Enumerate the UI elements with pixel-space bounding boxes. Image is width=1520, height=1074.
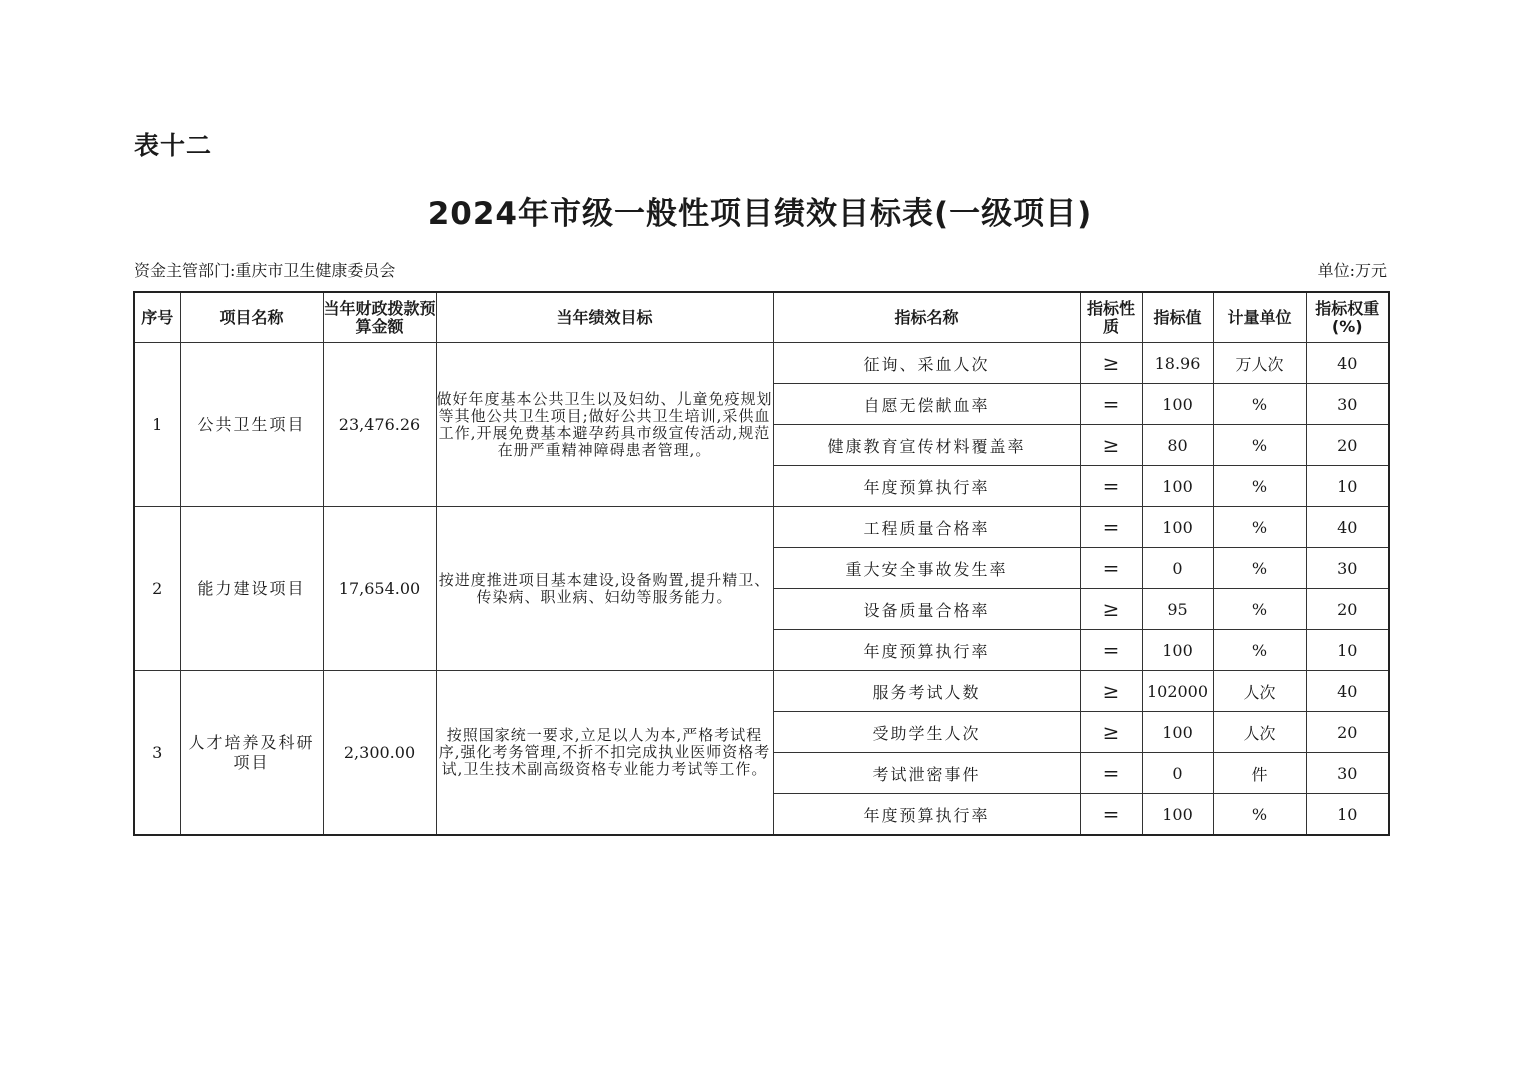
project-name: 人才培养及科研项目 xyxy=(180,671,323,836)
indicator-weight: 30 xyxy=(1306,548,1389,589)
indicator-weight: 10 xyxy=(1306,794,1389,836)
indicator-name: 自愿无偿献血率 xyxy=(773,384,1080,425)
header-weight: 指标权重(%) xyxy=(1306,292,1389,343)
indicator-value: 18.96 xyxy=(1142,343,1213,384)
indicator-unit: % xyxy=(1213,630,1306,671)
indicator-value: 100 xyxy=(1142,384,1213,425)
indicator-name: 重大安全事故发生率 xyxy=(773,548,1080,589)
indicator-unit: % xyxy=(1213,548,1306,589)
indicator-weight: 20 xyxy=(1306,425,1389,466)
indicator-value: 100 xyxy=(1142,712,1213,753)
indicator-unit: % xyxy=(1213,384,1306,425)
indicator-name: 年度预算执行率 xyxy=(773,466,1080,507)
indicator-value: 100 xyxy=(1142,630,1213,671)
project-seq: 1 xyxy=(134,343,180,507)
indicator-nature: ≥ xyxy=(1080,671,1142,712)
indicator-nature: = xyxy=(1080,384,1142,425)
indicator-weight: 40 xyxy=(1306,343,1389,384)
header-seq: 序号 xyxy=(134,292,180,343)
header-indicator: 指标名称 xyxy=(773,292,1080,343)
indicator-weight: 30 xyxy=(1306,753,1389,794)
indicator-weight: 10 xyxy=(1306,466,1389,507)
indicator-value: 0 xyxy=(1142,548,1213,589)
table-label: 表十二 xyxy=(134,131,213,160)
indicator-unit: 件 xyxy=(1213,753,1306,794)
indicator-name: 考试泄密事件 xyxy=(773,753,1080,794)
project-budget: 17,654.00 xyxy=(323,507,436,671)
indicator-name: 年度预算执行率 xyxy=(773,794,1080,836)
indicator-value: 0 xyxy=(1142,753,1213,794)
indicator-value: 102000 xyxy=(1142,671,1213,712)
indicator-weight: 10 xyxy=(1306,630,1389,671)
indicator-value: 100 xyxy=(1142,466,1213,507)
indicator-unit: % xyxy=(1213,425,1306,466)
project-goal: 做好年度基本公共卫生以及妇幼、儿童免疫规划等其他公共卫生项目;做好公共卫生培训,采供血工作,开展免费基本避孕药具市级宣传活动,规范在册严重精神障碍患者管理,。 xyxy=(436,343,773,507)
table-row xyxy=(134,507,1389,548)
indicator-unit: 人次 xyxy=(1213,671,1306,712)
indicator-unit: % xyxy=(1213,507,1306,548)
indicator-nature: = xyxy=(1080,630,1142,671)
indicator-unit: % xyxy=(1213,794,1306,836)
project-name: 公共卫生项目 xyxy=(180,343,323,507)
header-value: 指标值 xyxy=(1142,292,1213,343)
project-budget: 23,476.26 xyxy=(323,343,436,507)
project-goal: 按进度推进项目基本建设,设备购置,提升精卫、传染病、职业病、妇幼等服务能力。 xyxy=(436,507,773,671)
table-row xyxy=(134,671,1389,712)
indicator-nature: = xyxy=(1080,466,1142,507)
project-seq: 2 xyxy=(134,507,180,671)
indicator-value: 95 xyxy=(1142,589,1213,630)
project-name: 能力建设项目 xyxy=(180,507,323,671)
project-budget: 2,300.00 xyxy=(323,671,436,836)
header-project: 项目名称 xyxy=(180,292,323,343)
indicator-weight: 20 xyxy=(1306,712,1389,753)
indicator-name: 设备质量合格率 xyxy=(773,589,1080,630)
header-row xyxy=(134,292,1389,343)
indicator-weight: 40 xyxy=(1306,507,1389,548)
indicator-name: 健康教育宣传材料覆盖率 xyxy=(773,425,1080,466)
indicator-nature: = xyxy=(1080,548,1142,589)
project-goal: 按照国家统一要求,立足以人为本,严格考试程序,强化考务管理,不折不扣完成执业医师资格考试,卫生技术副高级资格专业能力考试等工作。 xyxy=(436,671,773,836)
header-goal: 当年绩效目标 xyxy=(436,292,773,343)
indicator-nature: = xyxy=(1080,753,1142,794)
indicator-nature: ≥ xyxy=(1080,712,1142,753)
header-budget: 当年财政拨款预算金额 xyxy=(323,292,436,343)
indicator-weight: 30 xyxy=(1306,384,1389,425)
indicator-unit: 万人次 xyxy=(1213,343,1306,384)
indicator-name: 工程质量合格率 xyxy=(773,507,1080,548)
indicator-nature: = xyxy=(1080,794,1142,836)
indicator-weight: 20 xyxy=(1306,589,1389,630)
indicator-nature: ≥ xyxy=(1080,343,1142,384)
indicator-name: 服务考试人数 xyxy=(773,671,1080,712)
indicator-weight: 40 xyxy=(1306,671,1389,712)
indicator-name: 受助学生人次 xyxy=(773,712,1080,753)
indicator-unit: 人次 xyxy=(1213,712,1306,753)
indicator-name: 征询、采血人次 xyxy=(773,343,1080,384)
indicator-name: 年度预算执行率 xyxy=(773,630,1080,671)
department-label: 资金主管部门:重庆市卫生健康委员会 xyxy=(134,261,396,280)
project-seq: 3 xyxy=(134,671,180,836)
indicator-value: 100 xyxy=(1142,507,1213,548)
unit-label: 单位:万元 xyxy=(1317,261,1387,280)
indicator-nature: = xyxy=(1080,507,1142,548)
page-title: 2024年市级一般性项目绩效目标表(一级项目) xyxy=(427,196,1093,232)
table-row xyxy=(134,343,1389,384)
indicator-unit: % xyxy=(1213,466,1306,507)
header-nature: 指标性质 xyxy=(1080,292,1142,343)
indicator-nature: ≥ xyxy=(1080,425,1142,466)
header-measure-unit: 计量单位 xyxy=(1213,292,1306,343)
indicator-nature: ≥ xyxy=(1080,589,1142,630)
indicator-value: 100 xyxy=(1142,794,1213,836)
indicator-value: 80 xyxy=(1142,425,1213,466)
performance-table xyxy=(133,291,1390,836)
indicator-unit: % xyxy=(1213,589,1306,630)
